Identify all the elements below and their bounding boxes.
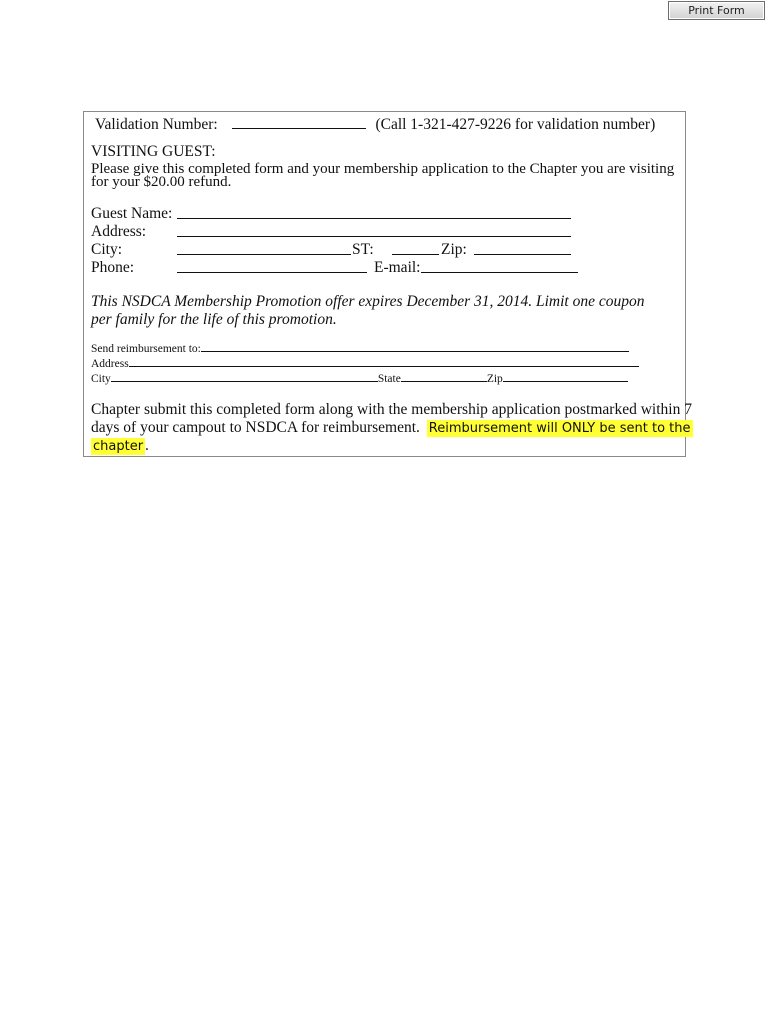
guest-name-label: Guest Name: xyxy=(91,205,173,222)
address-field[interactable] xyxy=(177,223,571,237)
chapter-note-line2 xyxy=(91,419,693,437)
reimbursement-city-field[interactable] xyxy=(111,370,378,382)
zip-field[interactable] xyxy=(474,241,571,255)
visiting-guest-instruction-line2: for your $20.00 refund. xyxy=(91,174,232,190)
reimbursement-zip-label: Zip xyxy=(486,373,503,385)
reimbursement-state-field[interactable] xyxy=(401,370,487,382)
address-label: Address: xyxy=(91,223,147,240)
reimbursement-warning-highlight: Reimbursement will ONLY be sent to the xyxy=(428,421,691,436)
coupon-form xyxy=(83,111,692,457)
validation-label: Validation Number: xyxy=(95,116,218,133)
validation-note: (Call 1-321-427-9226 for validation number) xyxy=(375,116,656,133)
zip-label: Zip: xyxy=(441,241,467,258)
print-form-button[interactable]: Print Form xyxy=(668,1,765,20)
send-reimbursement-field[interactable] xyxy=(201,340,629,352)
chapter-note-line1: Chapter submit this completed form along with the membership application postmarked within 7 xyxy=(91,401,692,418)
phone-field[interactable] xyxy=(177,259,367,273)
city-label: City: xyxy=(91,241,123,258)
reimbursement-city-label: City xyxy=(91,373,111,385)
st-field[interactable] xyxy=(392,241,439,255)
city-field[interactable] xyxy=(177,241,351,255)
phone-label: Phone: xyxy=(91,259,135,276)
reimbursement-zip-field[interactable] xyxy=(503,370,628,382)
email-field[interactable] xyxy=(421,259,578,273)
validation-row xyxy=(95,115,655,133)
email-label: E-mail: xyxy=(374,259,421,276)
send-reimbursement-label: Send reimbursement to: xyxy=(91,343,201,355)
reimbursement-city-row xyxy=(91,370,628,386)
reimbursement-state-label: State xyxy=(377,373,401,385)
reimbursement-address-field[interactable] xyxy=(129,355,639,367)
reimbursement-address-row xyxy=(91,355,639,371)
validation-number-field[interactable] xyxy=(232,115,366,129)
reimbursement-address-label: Address xyxy=(91,358,129,370)
guest-name-field[interactable] xyxy=(177,205,571,219)
promotion-line1: This NSDCA Membership Promotion offer expires December 31, 2014. Limit one coupon xyxy=(91,293,645,310)
send-reimbursement-row xyxy=(91,340,629,356)
visiting-guest-heading: VISITING GUEST: xyxy=(91,143,216,160)
st-label: ST: xyxy=(352,241,374,258)
chapter-note-line3 xyxy=(91,437,149,455)
promotion-line2: per family for the life of this promotion. xyxy=(91,311,337,328)
chapter-note-period: . xyxy=(145,437,149,454)
chapter-note-text: days of your campout to NSDCA for reimbursement. xyxy=(91,419,420,436)
visiting-guest-instruction-line1: Please give this completed form and your membership application to the Chapter you are visiting xyxy=(91,161,675,177)
chapter-highlight: chapter xyxy=(93,439,144,454)
